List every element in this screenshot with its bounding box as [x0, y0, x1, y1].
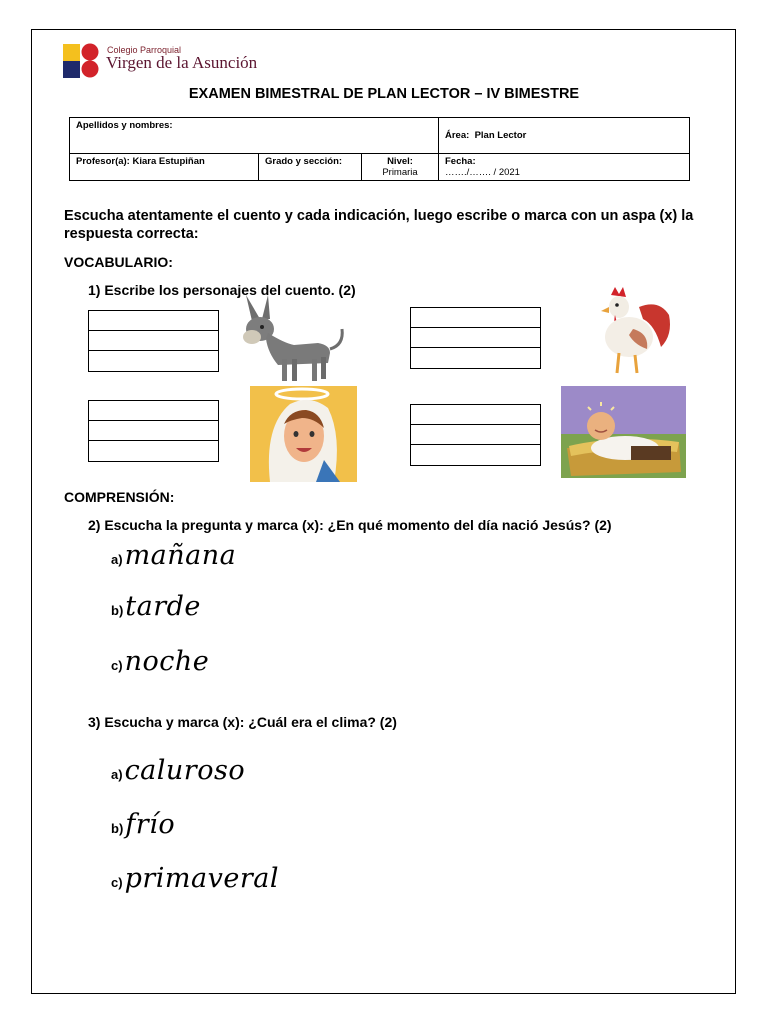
option-letter: a)	[111, 767, 123, 782]
school-small-name: Colegio Parroquial	[107, 45, 182, 55]
question-3: 3) Escucha y marca (x): ¿Cuál era el clima? (2)	[88, 714, 397, 730]
answer-box-mary[interactable]	[88, 400, 219, 462]
area-cell	[439, 118, 690, 154]
option-text: tarde	[125, 591, 201, 622]
option-text: caluroso	[124, 755, 246, 786]
mary-icon	[250, 386, 357, 482]
option-text: frío	[125, 809, 176, 840]
vocab-heading: VOCABULARIO:	[64, 254, 173, 270]
question-2: 2) Escucha la pregunta y marca (x): ¿En qué momento del día nació Jesús? (2)	[88, 517, 612, 533]
option-letter: b)	[111, 603, 124, 618]
grade-label: Grado y sección:	[265, 156, 343, 167]
option-letter: c)	[111, 875, 123, 890]
level-value: Primaria	[382, 167, 418, 178]
grade-field[interactable]	[259, 154, 362, 181]
question-1: 1) Escribe los personajes del cuento. (2)	[88, 282, 356, 298]
date-field[interactable]	[439, 154, 690, 181]
teacher-label: Profesor(a): Kiara Estupiñan	[76, 156, 205, 167]
donkey-icon	[238, 293, 350, 385]
area-value: Plan Lector	[474, 130, 527, 141]
instructions: Escucha atentamente el cuento y cada indicación, luego escribe o marca con un aspa (x) la respuesta correcta:	[64, 208, 694, 242]
school-name: Virgen de la Asunción	[106, 53, 258, 72]
area-label: Área:	[445, 130, 470, 141]
q3-option-c[interactable]	[111, 863, 279, 894]
baby-jesus-icon	[561, 386, 686, 478]
option-letter: c)	[111, 658, 123, 673]
teacher-cell	[70, 154, 259, 181]
option-text: primaveral	[124, 863, 279, 894]
q2-option-a[interactable]	[111, 540, 236, 571]
option-letter: a)	[111, 552, 123, 567]
date-value: ……./……. / 2021	[445, 167, 520, 178]
option-letter: b)	[111, 821, 124, 836]
exam-title: EXAMEN BIMESTRAL DE PLAN LECTOR – IV BIMESTRE	[188, 86, 580, 102]
q3-option-b[interactable]	[111, 809, 175, 840]
student-info-table	[69, 117, 690, 181]
q3-option-a[interactable]	[111, 755, 245, 786]
comprehension-heading: COMPRENSIÓN:	[64, 489, 175, 505]
q2-option-b[interactable]	[111, 591, 201, 622]
level-label: Nivel:	[387, 156, 413, 167]
rooster-icon	[589, 285, 675, 380]
q2-option-c[interactable]	[111, 646, 209, 677]
answer-box-baby[interactable]	[410, 404, 541, 466]
level-cell	[362, 154, 439, 181]
option-text: mañana	[124, 540, 237, 571]
date-label: Fecha:	[445, 156, 476, 167]
answer-box-donkey[interactable]	[88, 310, 219, 372]
names-field[interactable]	[70, 118, 439, 154]
answer-box-rooster[interactable]	[410, 307, 541, 369]
option-text: noche	[124, 646, 210, 677]
names-label: Apellidos y nombres:	[76, 120, 173, 131]
